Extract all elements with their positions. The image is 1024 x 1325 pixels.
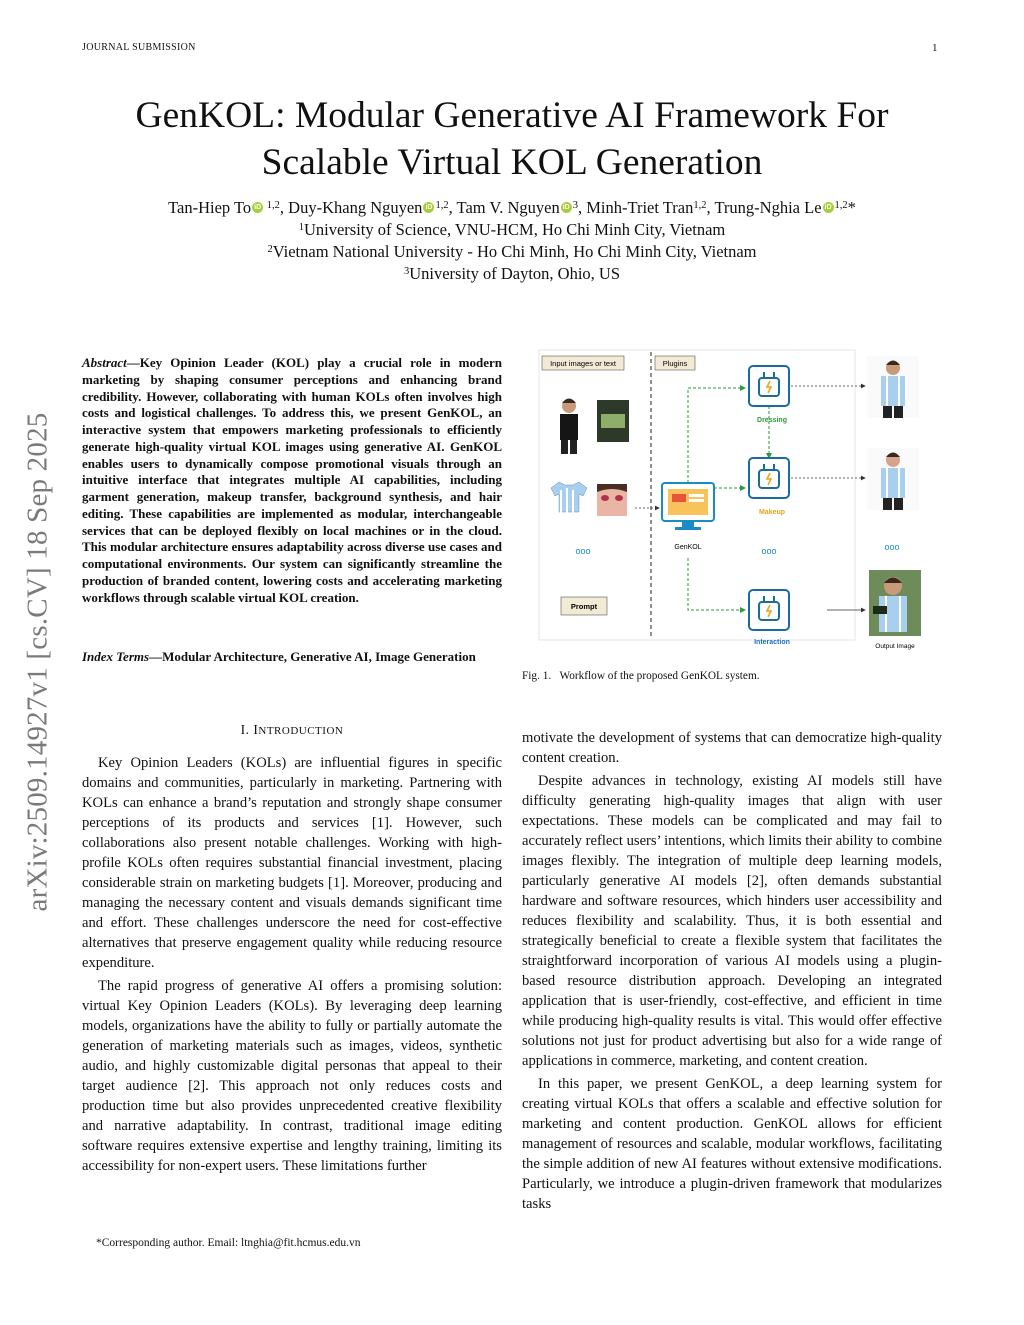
input-shirt-image bbox=[551, 482, 587, 513]
prompt-label: Prompt bbox=[570, 602, 598, 611]
section-heading: I. INTRODUCTION bbox=[240, 722, 344, 737]
author-name: Tan-Hiep To bbox=[168, 198, 252, 217]
author-affil-sup: 3 bbox=[572, 200, 578, 211]
orcid-icon[interactable]: iD bbox=[254, 203, 262, 211]
orcid-icon[interactable]: iD bbox=[425, 203, 433, 211]
input-label: Input images or text bbox=[550, 359, 616, 368]
right-column bbox=[522, 728, 942, 1217]
footnote: *Corresponding author. Email: ltnghia@fit.hcmus.edu.vn bbox=[96, 1237, 361, 1249]
index-terms-text: —Modular Architecture, Generative AI, Image Generation bbox=[149, 649, 476, 664]
dots-input: ooo bbox=[575, 546, 591, 556]
paragraph: Key Opinion Leaders (KOLs) are influential figures in specific domains and communities, particularly in marketing. Partnering with KOLs can enhance a brand’s reputation and strongly shape consumer perceptions of its products and services [1]. However, such collaborations also present notable challenges. Working with high-profile KOLs often requires substantial financial investment, placing considerable strain on marketing budgets [1]. Moreover, producing and managing the necessary content and visuals demands significant time and effort. These challenges underscore the need for cost-effective alternatives that preserve engagement quality while reducing resource expenditure. bbox=[82, 755, 502, 971]
dots-outputs: ooo bbox=[884, 542, 900, 552]
paragraph: In this paper, we present GenKOL, a deep learning system for creating virtual KOLs that offers a scalable and effective solution for marketing and content production. GenKOL allows for efficient management of resources and scalable, modular workflows, facilitating the simple addition of new AI features without extensive modifications. Particularly, we introduce a plugin-driven framework that modularizes tasks bbox=[522, 1076, 942, 1212]
author-affil-sup: 1,2 bbox=[834, 200, 848, 211]
workflow-diagram bbox=[537, 348, 937, 653]
flow-to-dressing bbox=[688, 388, 745, 483]
affiliation-2: $^2$Vietnam National University - Ho Chi Minh, Ho Chi Minh City, Vietnam bbox=[267, 242, 757, 261]
running-header: JOURNAL SUBMISSION bbox=[82, 42, 196, 53]
affiliation-3: $^3$University of Dayton, Ohio, US bbox=[403, 264, 621, 283]
input-makeup-image bbox=[597, 484, 627, 516]
arxiv-identifier: arXiv:2509.14927v1 [cs.CV] 18 Sep 2025 bbox=[21, 412, 54, 912]
output-label: Output Image bbox=[875, 643, 915, 650]
author-list: Tan-Hiep To iD $^{1,2}$, Duy-Khang Nguyen iD $^{1,2}$, Tam V. Nguyen iD $^3$, Minh-Triet Tran$^{1,2}$, Trung-Nghia Le iD $^{1,2}$* bbox=[168, 198, 856, 217]
paragraph: Despite advances in technology, existing AI models still have difficulty generating high-quality images that align with user expectations. These models can be complicated and may fail to accurately reflect users’ intentions, which limits their ability to combine images flexibly. The integration of multiple deep learning models, particularly generative AI models [2], often demands substantial hardware and software resources, which hinders user accessibility and reduces flexibility and scalability. Thus, it is both essential and strategically beneficial to create a flexible system that facilitates the straightforward incorporation of various AI models using a plugin-based resource distribution approach. Developing an integrated application that is user-friendly, cost-effective, and efficient in time while producing high-quality results is vital. This would offer effective solutions not just for product advertising but also for a wide range of applications in commerce, marketing, and content creation. bbox=[522, 773, 942, 1069]
index-terms-label: Index Terms bbox=[82, 649, 150, 664]
title-line-1: GenKOL: Modular Generative AI Framework For bbox=[135, 95, 889, 136]
left-column bbox=[82, 753, 502, 1179]
genkol-monitor bbox=[662, 483, 714, 530]
plugins-label: Plugins bbox=[662, 359, 688, 368]
output-image-dressing bbox=[867, 356, 919, 418]
plugin-label-interaction: Interaction bbox=[754, 639, 790, 646]
author-name: Tam V. Nguyen bbox=[456, 198, 560, 217]
plug-icon bbox=[749, 458, 789, 498]
orcid-icon[interactable]: iD bbox=[824, 203, 832, 211]
paper-title bbox=[60, 92, 964, 186]
author-affil-sup: 1,2 bbox=[435, 200, 449, 211]
corresponding-mark: * bbox=[847, 198, 856, 217]
author-affil-sup: 1,2 bbox=[693, 200, 707, 211]
author-name: Trung-Nghia Le bbox=[714, 198, 822, 217]
figure-caption: Fig. 1. Workflow of the proposed GenKOL system. bbox=[522, 670, 760, 682]
abstract-label: Abstract bbox=[82, 355, 127, 370]
plug-icon bbox=[749, 590, 789, 630]
title-line-2: Scalable Virtual KOL Generation bbox=[261, 142, 763, 183]
figure-workflow bbox=[537, 348, 937, 653]
author-name: Duy-Khang Nguyen bbox=[288, 198, 423, 217]
output-image-final bbox=[869, 570, 921, 636]
paragraph: motivate the development of systems that can democratize high-quality content creation. bbox=[522, 730, 942, 766]
abstract-text: —Key Opinion Leader (KOL) play a crucial role in modern marketing by shaping consumer perceptions and enhancing brand credibility. However, collaborating with human KOLs often involves high costs and logistical challenges. To address this, we present GenKOL, an interactive system that empowers marketing professionals to efficiently generate high-quality virtual KOL images using generative AI. GenKOL enables users to dynamically compose promotional visuals through an intuitive interface that integrates multiple AI capabilities, including garment generation, makeup transfer, background synthesis, and hair editing. These capabilities are implemented as modular, interchangeable services that can be deployed flexibly on local machines or in the cloud. This modular architecture ensures adaptability across diverse use cases and computational environments. Our system can significantly streamline the production of branded content, lowering costs and accelerating marketing workflows through scalable virtual KOL creation. bbox=[82, 355, 502, 605]
input-person-image bbox=[555, 396, 583, 454]
plugin-label-dressing: Dressing bbox=[757, 417, 787, 424]
flow-to-interaction bbox=[688, 558, 745, 610]
paragraph: The rapid progress of generative AI offers a promising solution: virtual Key Opinion Leaders (KOLs). By leveraging deep learning models, organizations have the ability to fully or partially automate the generation of marketing materials such as images, videos, synthetic audio, and highly customizable digital personas that appeal to their target audience [2]. This approach not only reduces costs and production time but also provides unprecedented creative flexibility and narrative adaptability. In contrast, traditional image editing software requires extensive expertise and lengthy training, limiting its accessibility for non-expert users. These limitations further bbox=[82, 978, 502, 1174]
page-number: 1 bbox=[932, 42, 938, 54]
dots-plugins: ooo bbox=[761, 546, 777, 556]
index-terms bbox=[82, 649, 502, 666]
output-image-makeup bbox=[867, 448, 919, 510]
genkol-label: GenKOL bbox=[674, 544, 702, 551]
author-affil-sup: 1,2 bbox=[264, 200, 280, 211]
affiliation-1: $^1$University of Science, VNU-HCM, Ho Chi Minh City, Vietnam bbox=[298, 220, 726, 239]
orcid-icon[interactable]: iD bbox=[562, 203, 570, 211]
arxiv-stamp bbox=[18, 370, 58, 955]
abstract bbox=[82, 355, 502, 606]
plugin-label-makeup: Makeup bbox=[758, 509, 786, 516]
input-book-image bbox=[597, 400, 629, 442]
author-name: Minh-Triet Tran bbox=[586, 198, 694, 217]
plug-icon bbox=[749, 366, 789, 406]
